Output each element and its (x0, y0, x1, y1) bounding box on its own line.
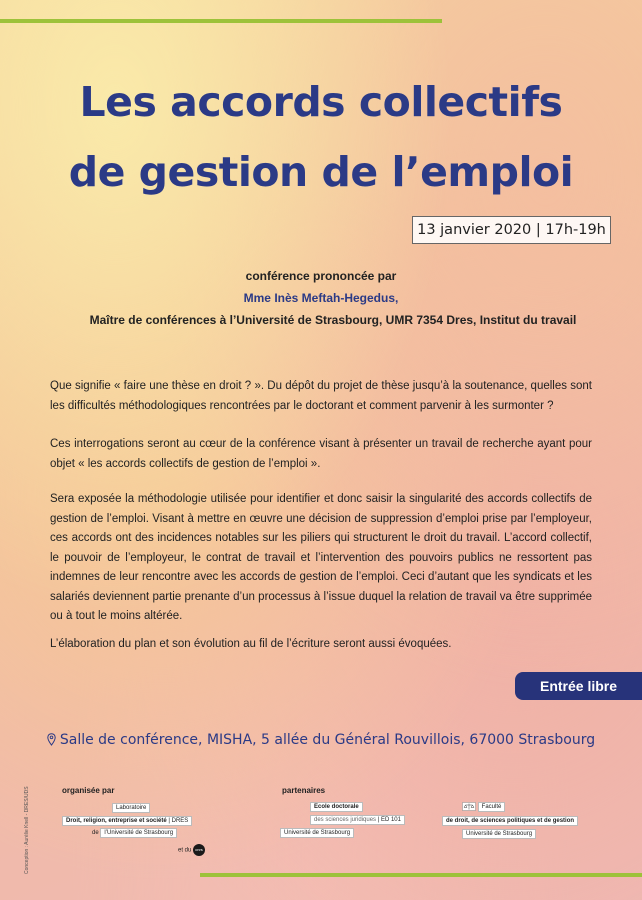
speaker-name: Mme Inès Meftah-Hegedus, (243, 291, 399, 305)
entree-libre-badge: Entrée libre (515, 672, 642, 700)
title-line-1: Les accords collectifs (79, 78, 563, 126)
scales-icon (462, 802, 476, 811)
date-time-box: 13 janvier 2020 | 17h-19h (412, 216, 611, 244)
dres-univ: de l’Université de Strasbourg (92, 830, 177, 836)
venue-line (0, 732, 642, 750)
faculte-droit-logo (442, 802, 602, 842)
dres-laboratoire: Laboratoire (112, 803, 150, 813)
ed-line2: des sciences juridiques | ED 101 (310, 815, 405, 825)
paragraph-3: Sera exposée la méthodologie utilisée pour identifier et donc saisir la singularité des accords collectifs de gestion de l’emploi. Visant à mettre en œuvre une décision de suppression d’emploi prise par l’employeur, ces accords ont des incidences notables sur les piliers qui structurent le droit du travail. L’accord collectif, le pouvoir de l’employeur, le contrat de travail et l’intervention des pouvoirs publics ne ressortent pas indemnes de leur rencontre avec les accords de gestion de l’emploi. Ceci d’autant que les syndicats et les salariés deviennent partie prenante d’un processus à l’issue duquel la relation de travail va être supprimée ou à tout le moins altérée. (50, 493, 592, 622)
speaker-intro: conférence prononcée par (245, 269, 397, 283)
design-credit: Conception : Aurélie Knell - DRES/UDS (24, 786, 30, 874)
location-pin-icon (47, 733, 56, 750)
fac-line1: Faculté (462, 802, 505, 811)
dres-name: Droit, religion, entreprise et société | DRES (62, 816, 192, 826)
paragraph-4: L’élaboration du plan et son évolution au fil de l’écriture seront aussi évoquées. (50, 638, 452, 650)
dres-logo (62, 803, 222, 858)
organisee-par-label: organisée par (62, 786, 115, 795)
bottom-accent-bar (200, 873, 642, 877)
partenaires-label: partenaires (282, 786, 326, 795)
top-accent-bar (0, 19, 442, 23)
fac-univ: Université de Strasbourg (462, 829, 536, 839)
cnrs-logo-icon: cnrs (193, 844, 205, 856)
ed-line1: Ecole doctorale (310, 802, 363, 812)
speaker-role: Maître de conférences à l’Université de Strasbourg, UMR 7354 Dres, Institut du travail (89, 313, 577, 327)
paragraph-1: Que signifie « faire une thèse en droit ? ». Du dépôt du projet de thèse jusqu’à la soutenance, quelles sont les difficultés méthodologiques rencontrées par le doctorant et comment parvenir à les surmonter ? (50, 380, 592, 412)
ecole-doctorale-logo (280, 802, 420, 842)
paragraph-2: Ces interrogations seront au cœur de la conférence visant à présenter un travail de recherche ayant pour objet « les accords collectifs de gestion de l’emploi ». (50, 438, 592, 470)
dres-cnrs: et du cnrs (178, 844, 205, 856)
ed-univ: Université de Strasbourg (280, 828, 354, 838)
fac-line2: de droit, de sciences politiques et de gestion (442, 816, 578, 826)
title-line-2: de gestion de l’emploi (68, 148, 574, 196)
venue-text: Salle de conférence, MISHA, 5 allée du Général Rouvillois, 67000 Strasbourg (59, 732, 596, 748)
